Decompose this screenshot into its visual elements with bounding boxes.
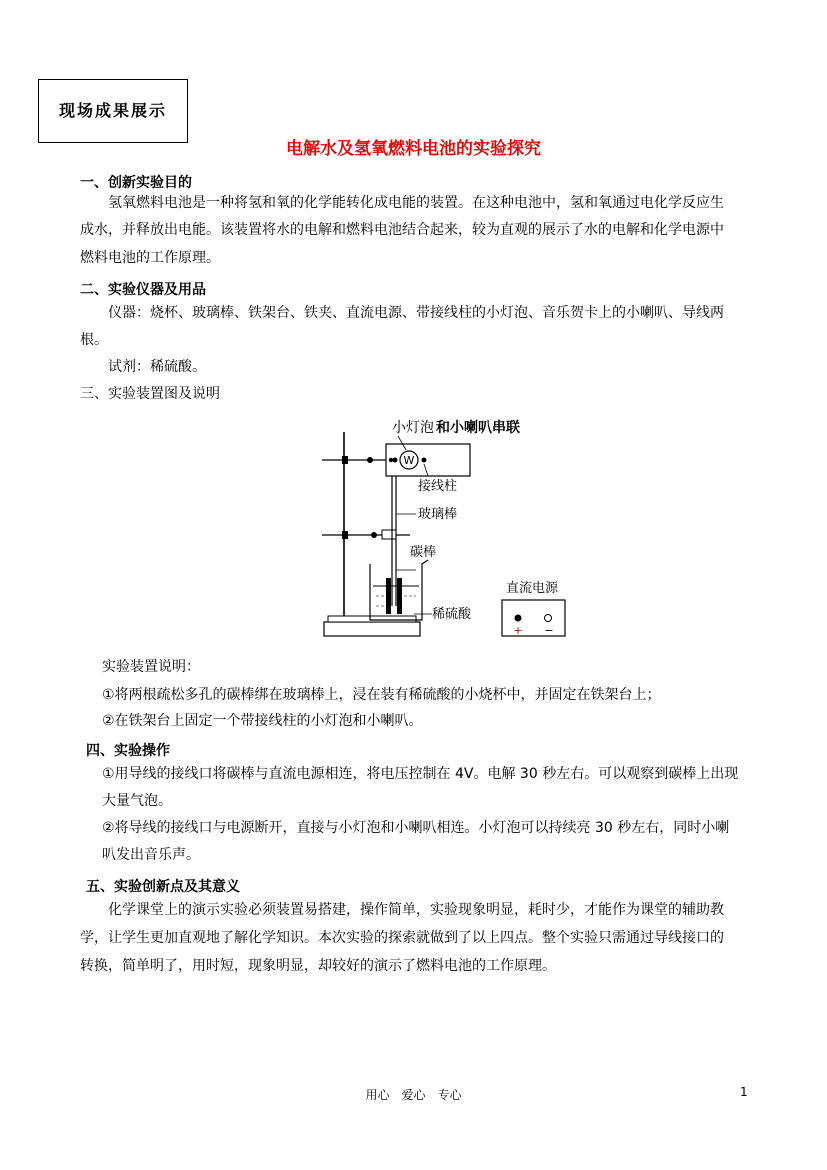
- section-3-heading: 三、实验装置图及说明: [80, 386, 220, 402]
- apparatus-diagram: [318, 410, 578, 642]
- section-1-line-2: 成水，并释放出电能。该装置将水的电解和燃料电池结合起来，较为直观的展示了水的电解和化学电源中: [80, 222, 724, 238]
- carbon-rod-left: [386, 578, 391, 614]
- bulb-box: [386, 444, 470, 476]
- section-4-line-1: ①用导线的接线口将碳棒与直流电源相连，将电压控制在 4V。电解 30 秒左右。可以观察到碳棒上出现: [102, 766, 739, 782]
- tag-box-label: 现场成果展示: [59, 101, 168, 120]
- apparatus-note-title: 实验装置说明：: [102, 659, 200, 675]
- section-1-line-1: 氢氧燃料电池是一种将氢和氧的化学能转化成电能的装置。在这种电池中，氢和氧通过电化学反应生: [108, 195, 724, 211]
- terminal-wire-end: [389, 458, 393, 462]
- lower-clamp-jaw: [382, 530, 396, 539]
- page-number: 1: [740, 1085, 748, 1099]
- upper-clamp-screw: [367, 457, 373, 463]
- label-dc-power: 直流电源: [506, 581, 559, 596]
- dc-minus-sign: −: [544, 624, 554, 637]
- dc-negative-terminal: [545, 615, 552, 622]
- label-carbon-rod: 碳棒: [410, 545, 437, 560]
- footer-motto: [0, 1086, 827, 1103]
- stand-base-top: [328, 616, 416, 622]
- document-title-text: 电解水及氢氧燃料电池的实验探究: [286, 139, 541, 159]
- section-2-line-3: 试剂：稀硫酸。: [108, 359, 206, 375]
- upper-clamp-boss: [342, 456, 348, 464]
- section-5-line-2: 学，让学生更加直观地了解化学知识。本次实验的探索就做到了以上四点。整个实验只需通过导线接口的: [80, 930, 724, 946]
- section-2-line-1: 仪器：烧杯、玻璃棒、铁架台、铁夹、直流电源、带接线柱的小灯泡、音乐贺卡上的小喇叭、导线两: [108, 305, 724, 321]
- section-2-heading: 二、实验仪器及用品: [80, 282, 206, 298]
- apparatus-note-2: ②在铁架台上固定一个带接线柱的小灯泡和小喇叭。: [102, 713, 423, 729]
- dc-positive-terminal: [515, 615, 522, 622]
- section-2-line-2: 根。: [80, 332, 108, 348]
- label-glass-rod: 玻璃棒: [418, 507, 458, 522]
- label-bulb: 小灯泡: [392, 420, 434, 436]
- label-acid: 稀硫酸: [432, 607, 472, 622]
- section-5-line-3: 转换，简单明了，用时短，现象明显，却较好的演示了燃料电池的工作原理。: [80, 958, 556, 974]
- section-1-heading: 一、创新实验目的: [80, 175, 192, 191]
- terminal-right: [422, 458, 427, 463]
- carbon-rod-right: [397, 578, 402, 614]
- section-1-line-3: 燃料电池的工作原理。: [80, 250, 220, 266]
- dc-power-box: [502, 600, 565, 636]
- stand-base: [324, 622, 420, 636]
- section-4-line-2: 大量气泡。: [102, 793, 172, 809]
- lower-clamp-screw: [371, 532, 377, 538]
- document-title: [0, 134, 827, 159]
- label-terminal: 接线柱: [418, 479, 458, 494]
- section-5-heading: 五、实验创新点及其意义: [86, 879, 240, 895]
- section-4-line-4: 叭发出音乐声。: [102, 847, 200, 863]
- terminal-left: [393, 458, 398, 463]
- bulb-symbol: W: [403, 454, 415, 467]
- footer-motto-text: 用心 爱心 专心: [365, 1088, 462, 1102]
- label-series: 和小喇叭串联: [436, 420, 520, 436]
- apparatus-note-1: ①将两根疏松多孔的碳棒绑在玻璃棒上，浸在装有稀硫酸的小烧杯中，并固定在铁架台上；: [102, 687, 661, 703]
- section-5-line-1: 化学课堂上的演示实验必须装置易搭建，操作简单，实验现象明显，耗时少，才能作为课堂的辅助教: [108, 902, 724, 918]
- section-4-line-3: ②将导线的接线口与电源断开，直接与小灯泡和小喇叭相连。小灯泡可以持续亮 30 秒左右，同时小喇: [102, 820, 730, 836]
- section-4-heading: 四、实验操作: [86, 743, 170, 759]
- dc-plus-sign: +: [513, 624, 523, 637]
- lower-clamp-boss: [342, 531, 348, 539]
